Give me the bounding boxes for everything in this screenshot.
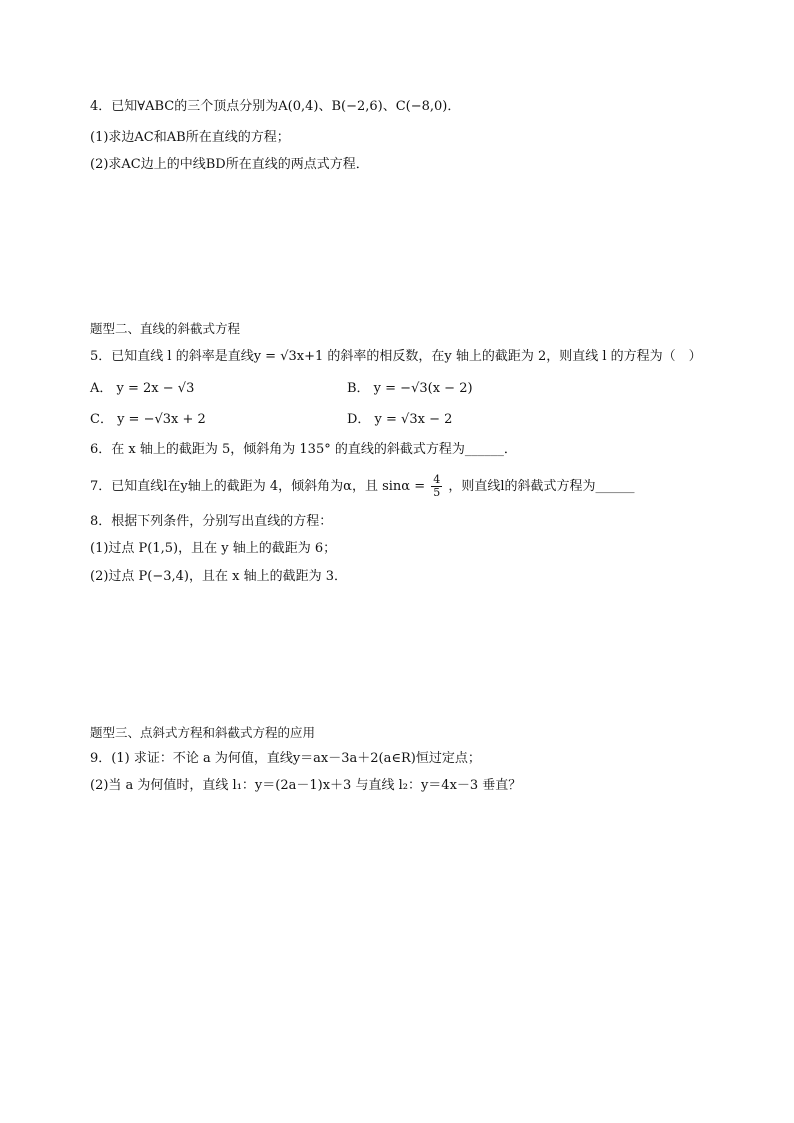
q4-part1: (1)求边AC和AB所在直线的方程； xyxy=(90,130,290,145)
section-title-2: 题型二、直线的斜截式方程 xyxy=(90,321,241,336)
q8-stem: 8．根据下列条件，分别写出直线的方程： xyxy=(90,514,333,529)
q8-part2: (2)过点 P(−3,4)，且在 x 轴上的截距为 3． xyxy=(90,569,348,584)
q7-stem-before: 7．已知直线l在y轴上的截距为 4，倾斜角为α，且 sinα = xyxy=(90,479,426,494)
q6-stem: 6．在 x 轴上的截距为 5，倾斜角为 135° 的直线的斜截式方程为______． xyxy=(90,442,517,457)
section-title-3: 题型三、点斜式方程和斜截式方程的应用 xyxy=(90,725,316,740)
question-7 xyxy=(90,474,635,499)
q7-fraction xyxy=(431,474,442,499)
q4-part2: (2)求AC边上的中线BD所在直线的两点式方程． xyxy=(90,157,369,172)
q4-stem: 4．已知∀ABC的三个顶点分别为A(0,4)、B(−2,6)、C(−8,0)． xyxy=(90,99,461,114)
q9-part2: (2)当 a 为何值时，直线 l₁：y＝(2a－1)x＋3 与直线 l₂：y＝4x－3 垂直？ xyxy=(90,778,522,793)
q5-option-b: B． y = −√3(x − 2) xyxy=(347,381,473,396)
q5-option-c: C． y = −√3x + 2 xyxy=(90,412,206,427)
q5-stem: 5．已知直线 l 的斜率是直线y = √3x+1 的斜率的相反数，在y 轴上的截距为 2，则直线 l 的方程为（ ） xyxy=(90,349,702,364)
q7-fraction-denominator: 5 xyxy=(433,486,441,499)
q7-stem-after: ，则直线l的斜截式方程为______ xyxy=(448,479,635,494)
q5-option-a: A． y = 2x − √3 xyxy=(90,381,195,396)
q7-fraction-numerator: 4 xyxy=(433,473,441,486)
q8-part1: (1)过点 P(1,5)，且在 y 轴上的截距为 6； xyxy=(90,541,337,556)
q5-option-d: D． y = √3x − 2 xyxy=(347,412,453,427)
q9-part1: 9．(1) 求证：不论 a 为何值，直线y＝ax－3a＋2(a∈R)恒过定点； xyxy=(90,751,481,766)
